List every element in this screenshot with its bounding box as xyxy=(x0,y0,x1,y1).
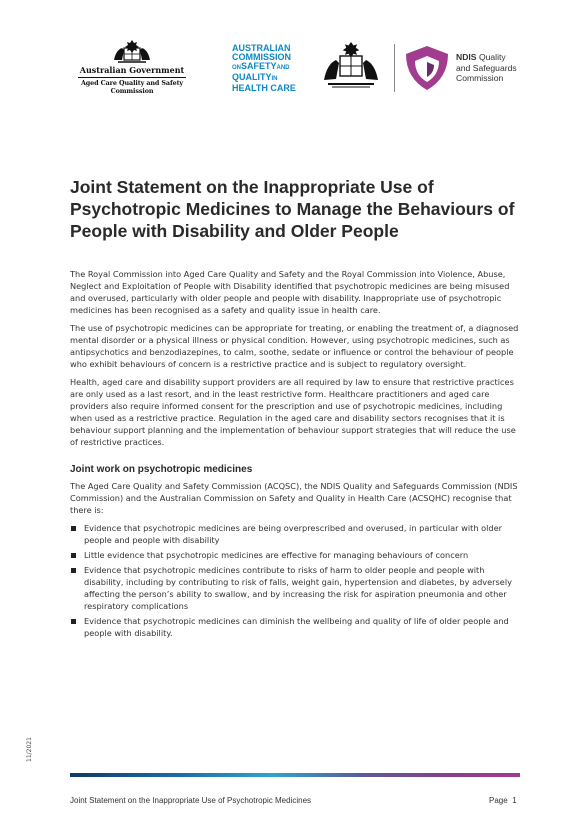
coat-of-arms-icon xyxy=(320,40,382,92)
acsqhc-line2: COMMISSION xyxy=(232,52,292,62)
acsqhc-line3: ONSAFETYAND xyxy=(232,61,290,71)
body-content xyxy=(70,268,522,642)
ndis-line1: NDIS Quality xyxy=(456,52,506,62)
bullet-square-icon xyxy=(71,553,76,558)
acsqhc-logo xyxy=(232,44,296,93)
ndis-wordmark xyxy=(456,52,517,84)
list-item: Little evidence that psychotropic medicines are effective for managing behaviours of concern xyxy=(70,549,522,561)
footer-title: Joint Statement on the Inappropriate Use of Psychotropic Medicines xyxy=(70,796,312,805)
ndis-logo xyxy=(320,40,530,96)
side-date: 11/2021 xyxy=(26,737,33,762)
list-item: Evidence that psychotropic medicines contribute to risks of harm to older people and people with disability, including by contributing to risk of falls, weight gain, hypertension and diabetes, by adversely affecting the person’s ability to swallow, and by increasing the risk for aspiration pneumonia and other respiratory complications xyxy=(70,564,522,612)
acsqhc-line1: AUSTRALIAN xyxy=(232,43,291,53)
section-heading: Joint work on psychotropic medicines xyxy=(70,464,253,475)
paragraph: Health, aged care and disability support providers are all required by law to ensure that restrictive practices are only used as a last resort, and in the least restrictive form. Healthcare practitioners and aged care providers also require informed consent for the prescription and use of psychotropic medicines, including when used as a restrictive practice. Regulation in the aged care and disability sectors recognises that it is behaviour support planning and the implementation of behaviour support strategies that will reduce the use of restrictive practices. xyxy=(70,377,516,447)
list-item: Evidence that psychotropic medicines can diminish the wellbeing and quality of life of older people and people with disability. xyxy=(70,615,522,639)
ausgov-divider xyxy=(78,77,186,78)
section-intro: The Aged Care Quality and Safety Commission (ACQSC), the NDIS Quality and Safeguards Commission (NDIS Commission) and the Australian Commission on Safety and Quality in Health Care (ACSQHC) recognise that there is: xyxy=(70,481,518,515)
header-logos xyxy=(70,38,530,98)
bullet-square-icon xyxy=(71,568,76,573)
paragraph: The Royal Commission into Aged Care Quality and Safety and the Royal Commission into Violence, Abuse, Neglect and Exploitation of People with Disability identified that psychotropic medicines are being misused and overused, particularly with older people and people with disability. Inappropriate use of psychotropic medicines has been recognised as a safety and quality issue in health care. xyxy=(70,269,510,315)
ndis-line2: and Safeguards xyxy=(456,62,517,73)
bullet-square-icon xyxy=(71,526,76,531)
acsqhc-line5: HEALTH CARE xyxy=(232,83,296,93)
ndis-divider xyxy=(394,44,395,92)
ndis-line3: Commission xyxy=(456,73,504,83)
ndis-shield-icon xyxy=(404,44,450,92)
footer-gradient-bar xyxy=(70,773,520,777)
ausgov-subtitle: Aged Care Quality and Safety Commission xyxy=(80,79,184,95)
acsqhc-line4: QUALITYIN xyxy=(232,72,278,82)
list-item: Evidence that psychotropic medicines are being overprescribed and overused, in particular with older people and people with disability xyxy=(70,522,522,546)
coat-of-arms-icon xyxy=(110,38,154,64)
ausgov-name: Australian Government xyxy=(79,65,185,75)
bullet-square-icon xyxy=(71,619,76,624)
paragraph: The use of psychotropic medicines can be appropriate for treating, or enabling the treatment of, a diagnosed mental disorder or a physical illness or physical condition. However, using psychotropic medicines, such as antipsychotics and benzodiazepines, to calm, soothe, sedate or influence or control the behaviour of people who exhibit behaviours of concern is a restrictive practice and is subject to regulatory oversight. xyxy=(70,323,519,369)
page-title: Joint Statement on the Inappropriate Use of Psychotropic Medicines to Manage the Behaviours of People with Disability and Older People xyxy=(70,177,515,241)
ausgov-logo xyxy=(70,38,194,95)
bullet-list xyxy=(70,522,522,639)
footer-page: Page 1 xyxy=(489,796,517,805)
